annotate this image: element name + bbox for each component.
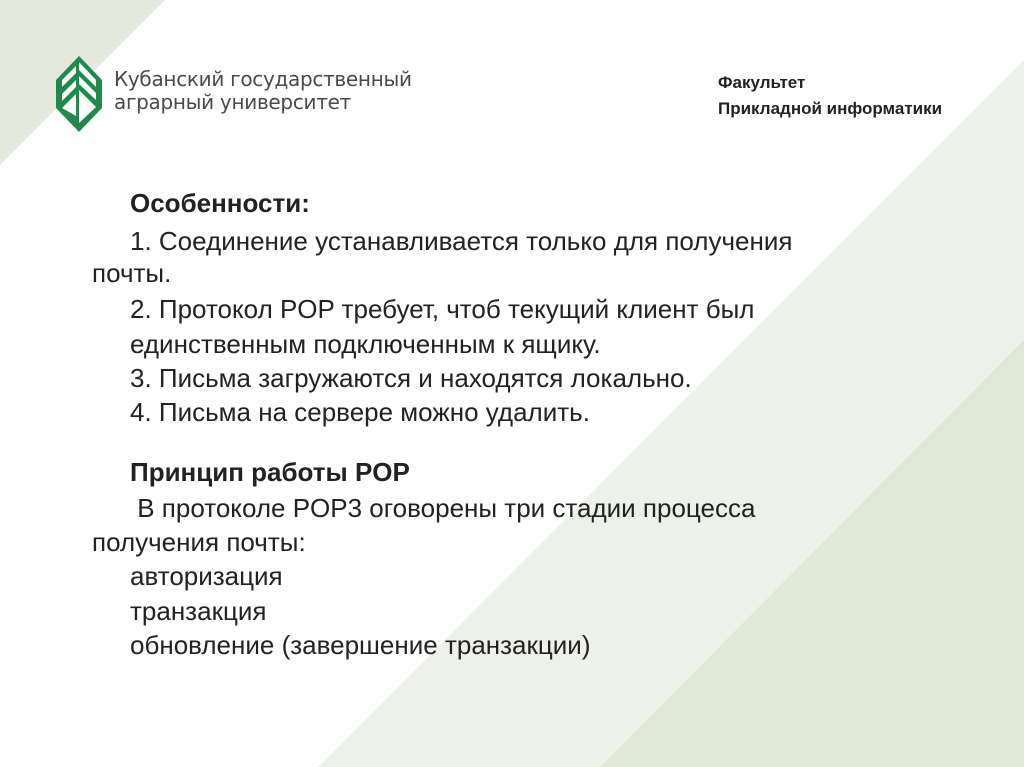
faculty-line1: Факультет [718,73,806,92]
feature-line-3: 3. Письма загружаются и находятся локально. [130,363,692,393]
feature-line-4: 4. Письма на сервере можно удалить. [130,397,590,427]
principle-intro-line1: В протоколе POP3 оговорены три стадии процесса [130,493,756,523]
university-name-line1: Кубанский государственный [114,67,412,91]
principle-intro-line2: получения почты: [92,527,306,557]
stage-transaction: транзакция [130,596,267,626]
features-heading: Особенности: [130,188,310,218]
stage-authorization: авторизация [130,561,283,591]
faculty-line2: Прикладной информатики [718,99,943,118]
feature-line-2: 2. Протокол POP требует, чтоб текущий клиент был [130,294,755,324]
principle-heading: Принцип работы POP [130,457,410,487]
university-name-line2: аграрный университет [114,90,351,114]
feature-line-2-cont: единственным подключенным к ящику. [130,329,601,359]
stage-update: обновление (завершение транзакции) [130,630,591,660]
feature-line-1-cont: почты. [92,258,172,288]
feature-line-1: 1. Соединение устанавливается только для получения [130,226,793,256]
